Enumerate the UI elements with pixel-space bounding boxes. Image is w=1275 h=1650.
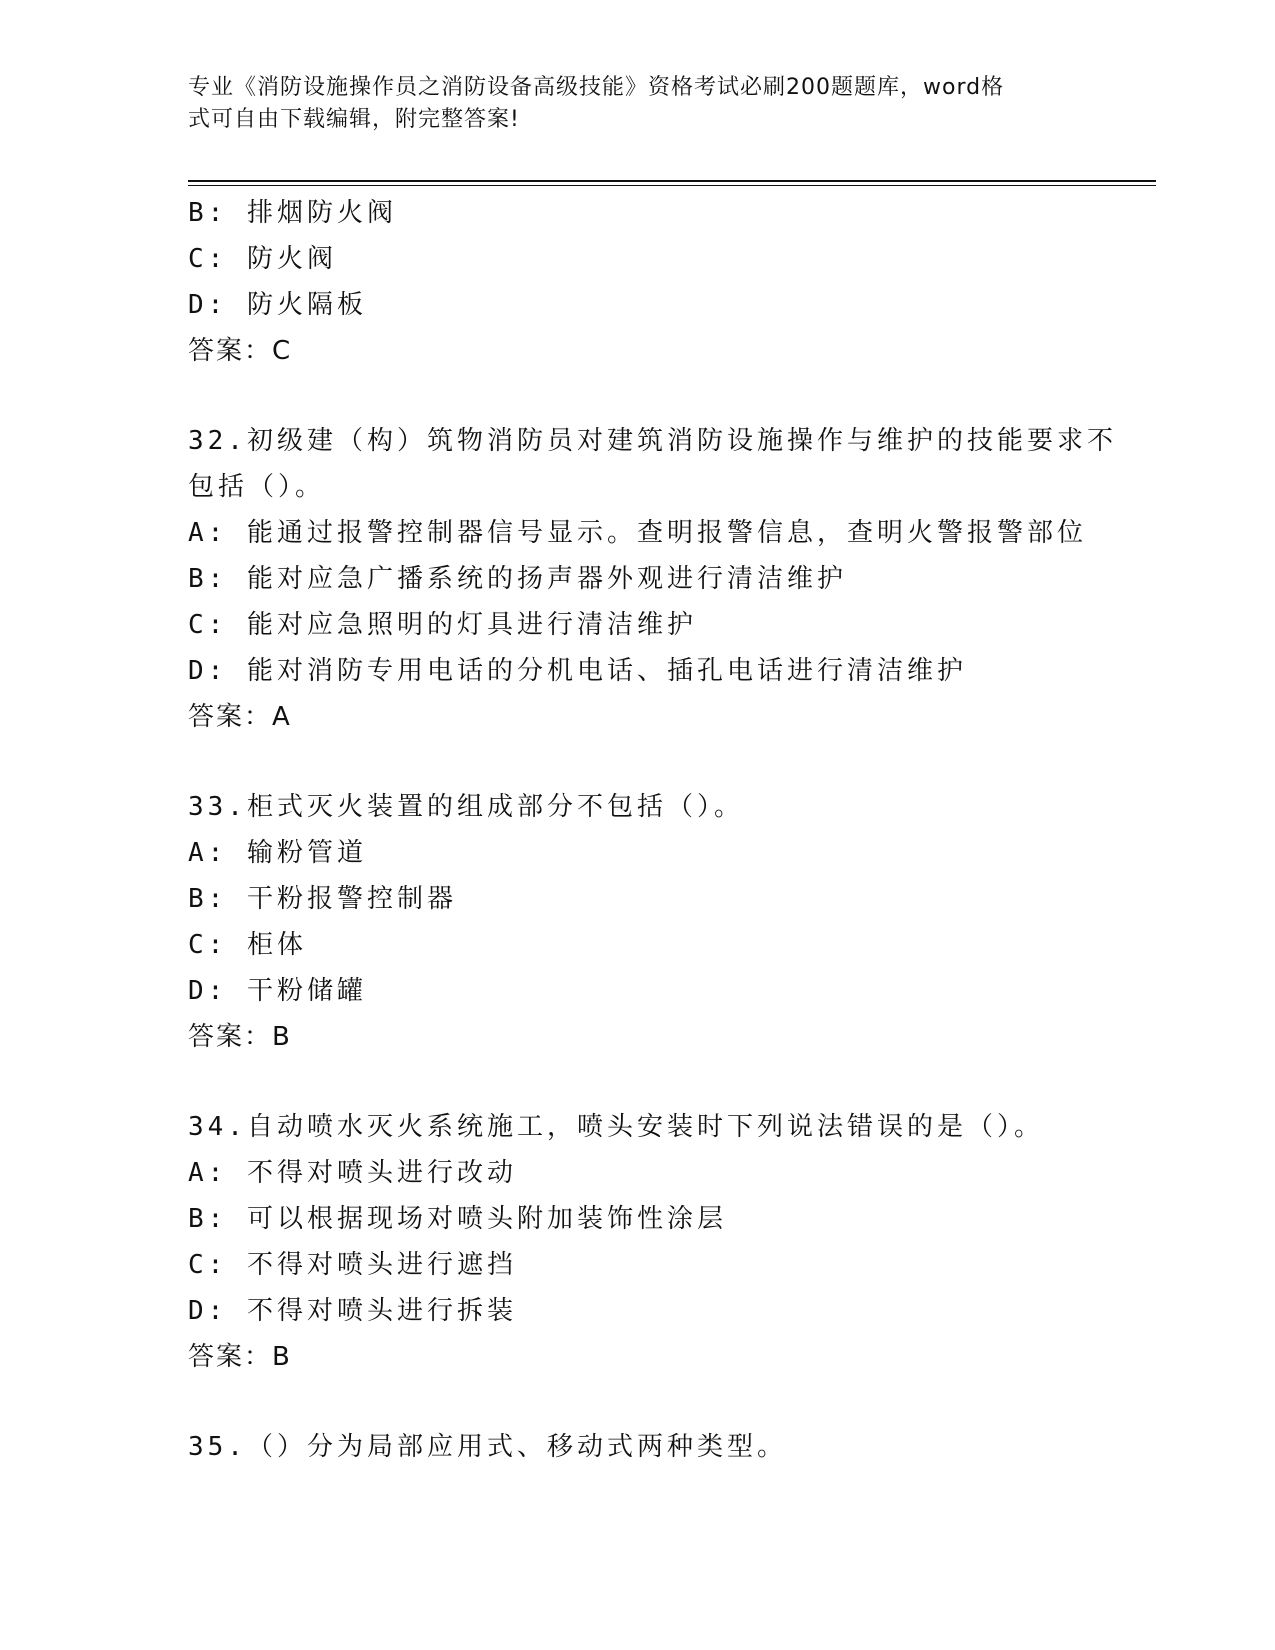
answer: 答案：B (188, 1342, 292, 1372)
answer: 答案：B (188, 1022, 292, 1052)
option-b: B: 可以根据现场对喷头附加装饰性涂层 (188, 1204, 727, 1234)
question-33 (188, 784, 1088, 1060)
question-text-line-2: 包括（）。 (188, 472, 326, 502)
question-text: 34.自动喷水灭火系统施工，喷头安装时下列说法错误的是（）。 (188, 1112, 1044, 1142)
option-d: D: 不得对喷头进行拆装 (188, 1296, 517, 1326)
question-text: 35.（）分为局部应用式、移动式两种类型。 (188, 1432, 787, 1462)
header-divider-thin (188, 185, 1156, 186)
option-b: B: 干粉报警控制器 (188, 884, 457, 914)
header-line-1: 专业《消防设施操作员之消防设备高级技能》资格考试必刷200题题库，word格 (188, 75, 1005, 100)
question-32 (188, 418, 1117, 740)
option-d: D: 防火隔板 (188, 290, 367, 320)
question-35 (188, 1424, 1088, 1470)
option-c: C: 防火阀 (188, 244, 337, 274)
header-line-2: 式可自由下载编辑，附完整答案! (188, 107, 520, 132)
question-34 (188, 1104, 1088, 1380)
document-header (188, 72, 1078, 136)
question-text-line-1: 32.初级建（构）筑物消防员对建筑消防设施操作与维护的技能要求不 (188, 426, 1117, 456)
option-a: A: 输粉管道 (188, 838, 367, 868)
question-list (188, 190, 1117, 1470)
option-a: A: 不得对喷头进行改动 (188, 1158, 517, 1188)
header-divider-thick (188, 180, 1156, 182)
option-d: D: 干粉储罐 (188, 976, 367, 1006)
option-b: B: 能对应急广播系统的扬声器外观进行清洁维护 (188, 564, 847, 594)
question-31 (188, 190, 1088, 374)
option-c: C: 能对应急照明的灯具进行清洁维护 (188, 610, 697, 640)
answer: 答案：A (188, 702, 292, 732)
answer: 答案：C (188, 336, 293, 366)
option-b: B: 排烟防火阀 (188, 198, 397, 228)
question-text: 33.柜式灭火装置的组成部分不包括（）。 (188, 792, 744, 822)
option-c: C: 不得对喷头进行遮挡 (188, 1250, 517, 1280)
option-d: D: 能对消防专用电话的分机电话、插孔电话进行清洁维护 (188, 656, 967, 686)
option-a: A: 能通过报警控制器信号显示。查明报警信息，查明火警报警部位 (188, 518, 1087, 548)
option-c: C: 柜体 (188, 930, 307, 960)
